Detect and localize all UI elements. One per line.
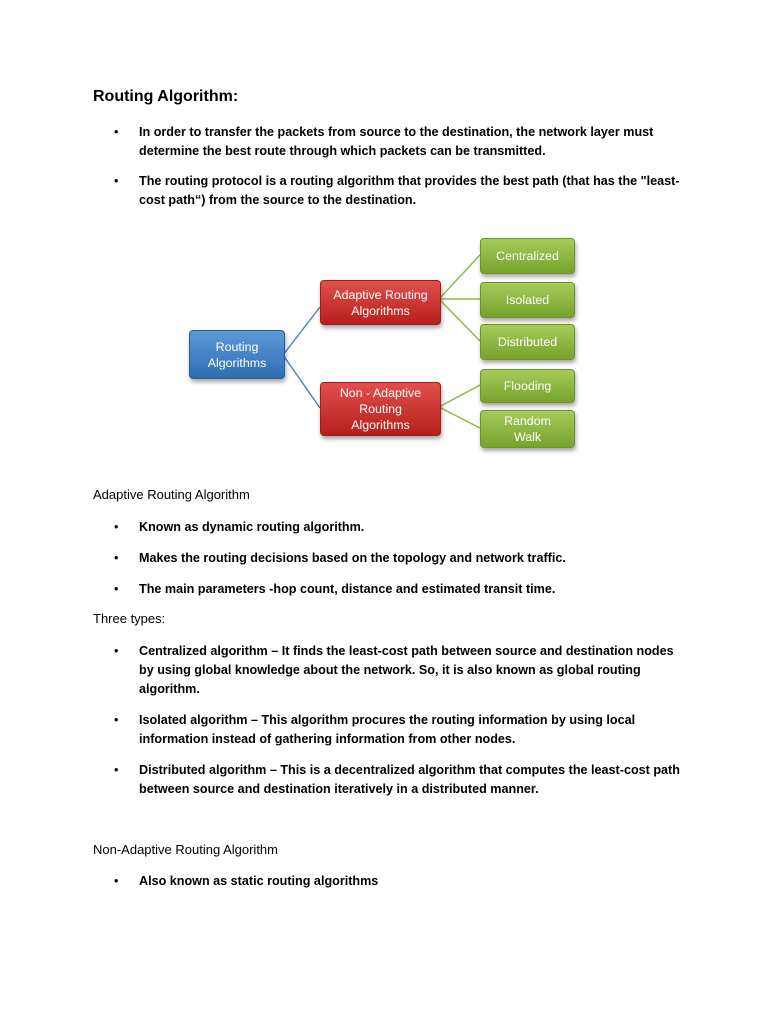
routing-algorithms-diagram <box>180 224 590 474</box>
distributed-node: Distributed <box>480 324 575 360</box>
connector-root-adaptive <box>283 307 320 355</box>
non-adaptive-routing-node: Non - Adaptive Routing Algorithms <box>320 382 441 436</box>
list-item: • The routing protocol is a routing algorithm that provides the best path (that has the "least-cost path“) from the source to the destination. <box>112 172 687 210</box>
list-item: • The main parameters -hop count, distance and estimated transit time. <box>112 580 687 599</box>
connector-adaptive-centralized <box>439 255 480 299</box>
three-types-heading: Three types: <box>93 611 166 626</box>
adaptive-section-heading: Adaptive Routing Algorithm <box>93 487 250 502</box>
routing-algorithms-node: Routing Algorithms <box>189 330 285 379</box>
isolated-node: Isolated <box>480 282 575 318</box>
centralized-node: Centralized <box>480 238 575 274</box>
list-item: • Also known as static routing algorithms <box>112 872 687 891</box>
list-item: • Isolated algorithm – This algorithm procures the routing information by using local information instead of gathering information from other nodes. <box>112 711 687 749</box>
connector-root-non-adaptive <box>283 355 320 408</box>
flooding-node: Flooding <box>480 369 575 403</box>
list-item: • In order to transfer the packets from source to the destination, the network layer must determine the best route through which packets can be transmitted. <box>112 123 687 161</box>
connector-non-adaptive-random-walk <box>439 407 480 428</box>
list-item: • Makes the routing decisions based on the topology and network traffic. <box>112 549 687 568</box>
non-adaptive-bullet-list <box>112 872 687 891</box>
list-item: • Centralized algorithm – It finds the least-cost path between source and destination nodes by using global knowledge about the network. So, it is also known as global routing algorithm. <box>112 642 687 699</box>
list-item: • Distributed algorithm – This is a decentralized algorithm that computes the least-cost path between source and destination iteratively in a distributed manner. <box>112 761 687 799</box>
page-title: Routing Algorithm: <box>93 88 239 105</box>
connector-non-adaptive-flooding <box>439 385 480 407</box>
list-item: • Known as dynamic routing algorithm. <box>112 518 687 537</box>
types-bullet-list <box>112 642 687 799</box>
intro-bullet-list <box>112 123 687 210</box>
random-walk-node: Random Walk <box>480 410 575 448</box>
adaptive-bullet-list <box>112 518 687 599</box>
non-adaptive-section-heading: Non-Adaptive Routing Algorithm <box>93 842 278 857</box>
connector-adaptive-distributed <box>439 299 480 341</box>
adaptive-routing-node: Adaptive Routing Algorithms <box>320 280 441 325</box>
